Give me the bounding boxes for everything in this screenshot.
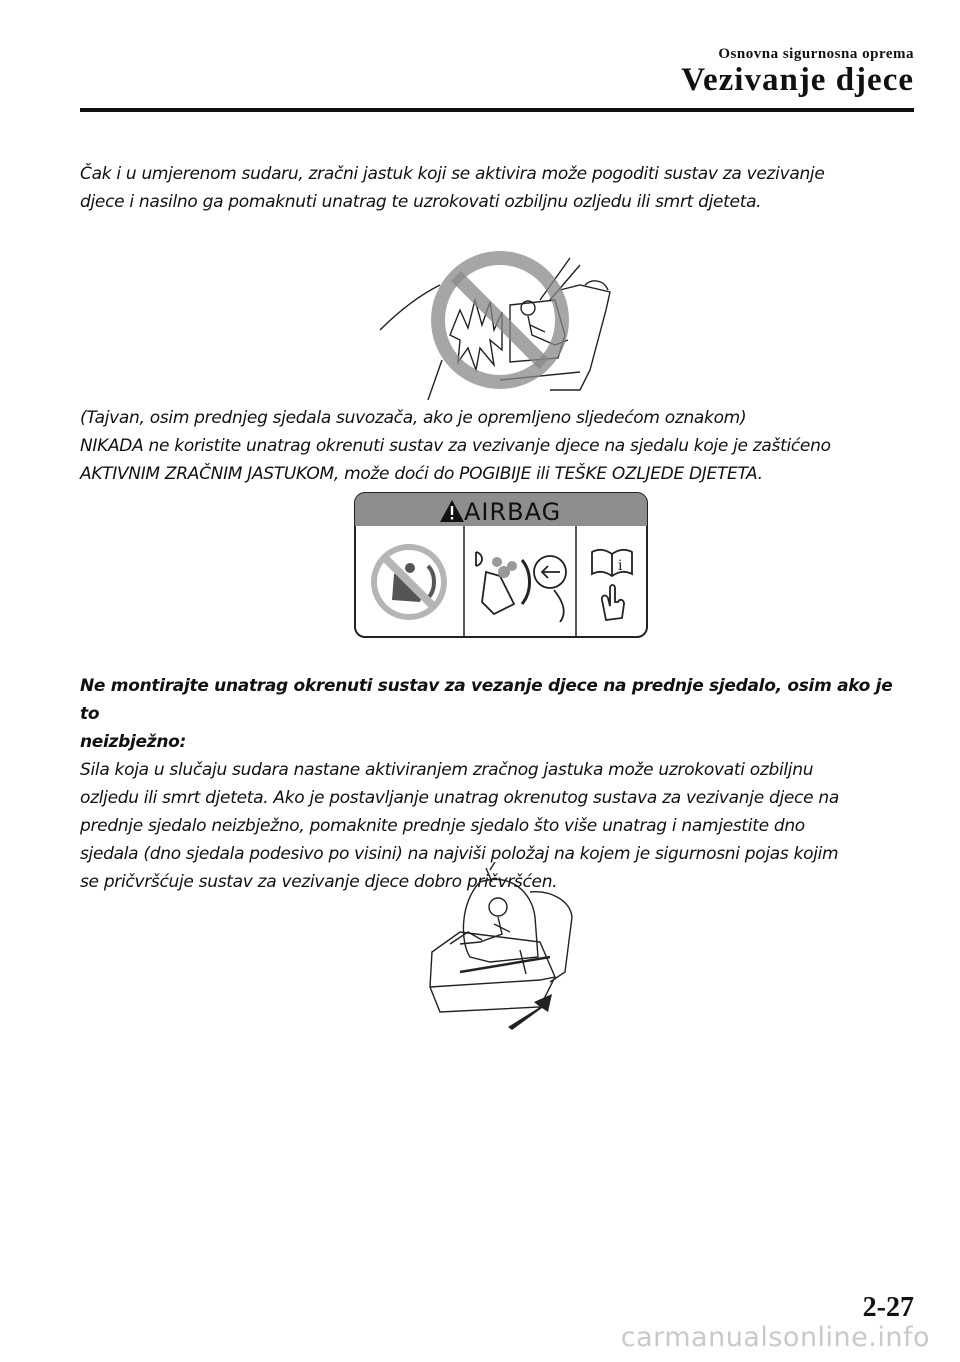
warning-2-body-line-4: sjedala (dno sjedala podesivo po visini) na najviši položaj na kojem je sigurnosni pojas kojim [80, 844, 839, 864]
caption-line-2: NIKADA ne koristite unatrag okrenuti sustav za vezivanje djece na sjedalu koje je zaštićeno [80, 436, 831, 456]
arrow-icon [508, 994, 552, 1030]
child-seat-shell [463, 879, 538, 962]
warning-2-body-line-2: ozljedu ili smrt djeteta. Ako je postavljanje unatrag okrenutog sustava za vezivanje djece na [80, 788, 839, 808]
warning-2-body-line-1: Sila koja u slučaju sudara nastane aktiviranjem zračnog jastuka može uzrokovati ozbiljnu [80, 760, 814, 780]
warning-2-body-line-5: se pričvršćuje sustav za vezivanje djece dobro pričvršćen. [80, 872, 558, 892]
airbag-label-text: AIRBAG [464, 498, 562, 526]
page-title: Vezivanje djece [681, 62, 914, 98]
caption-line-1: (Tajvan, osim prednjeg sjedala suvozača, ako je opremljeno sljedećom oznakom) [80, 408, 747, 428]
header-divider [80, 108, 914, 112]
no-child-seat-icon [371, 544, 447, 620]
warning-2-heading-line-1: Ne montirajte unatrag okrenuti sustav za vezanje djece na prednje sjedalo, osim ako je to [80, 676, 893, 724]
airbag-warning-label [354, 492, 648, 638]
svg-text:i: i [618, 558, 623, 574]
warning-2-body-line-3: prednje sjedalo neizbježno, pomaknite prednje sjedalo što više unatrag i namjestite dno [80, 816, 805, 836]
page-number: 2-27 [862, 1292, 914, 1323]
section-title: Osnovna sigurnosna oprema [718, 46, 914, 62]
warning-paragraph-1 [80, 160, 910, 216]
watermark: carmanualsonline.info [620, 1322, 930, 1353]
warning-2-heading-line-2: neizbježno: [80, 732, 187, 752]
caption-line-3: AKTIVNIM ZRAČNIM JASTUKOM, može doći do POGIBIJE ili TEŠKE OZLJEDE DJETETA. [80, 464, 763, 484]
caption-paragraph [80, 404, 910, 488]
airbag-prohibited-illustration [380, 240, 620, 400]
seat-cushion [430, 932, 555, 1012]
dashboard-line [380, 285, 440, 330]
warning-1-line-2: djece i nasilno ga pomaknuti unatrag te uzrokovati ozbiljnu ozljedu ili smrt djeteta. [80, 192, 762, 212]
warning-1-line-1: Čak i u umjerenom sudaru, zračni jastuk koji se aktivira može pogoditi sustav za vezivanje [80, 164, 825, 184]
seat-adjust-illustration [420, 862, 590, 1032]
